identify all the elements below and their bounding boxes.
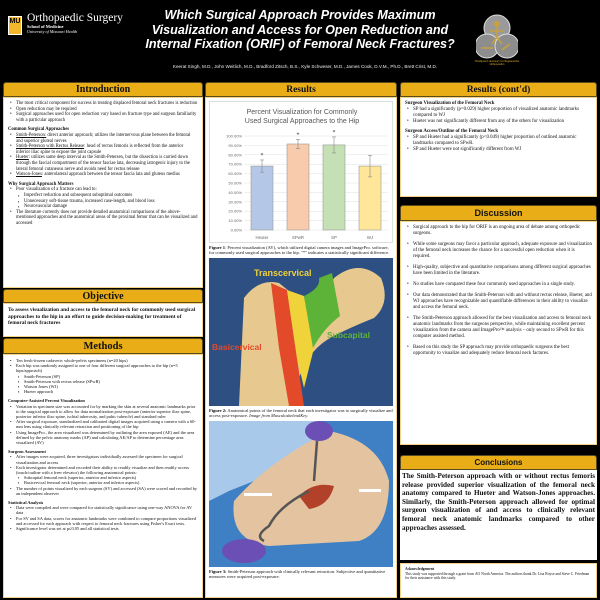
figure-2-caption	[209, 408, 393, 419]
objective-body: To assess visualization and access to the femoral neck for commonly used surgical approaches to the hip in an effort to guide decision-making for treatment of femoral neck fractures	[3, 303, 203, 337]
bar-heuter	[251, 166, 273, 230]
poster-header	[0, 0, 600, 80]
list-item-text: While some surgeons may favor a particular approach, adequate exposure and visualization of the femoral neck increases the chance for a successful open reduction when it is required.	[413, 242, 592, 259]
approach-term: Smith-Peterson with Rectus Release	[16, 144, 85, 150]
list-item	[8, 210, 198, 227]
list-item-text: After images were acquired, three investigators individually assessed the specimen for surgical visualization and access	[16, 454, 183, 465]
list-item-text: Hueter approach	[24, 389, 54, 395]
list-item-text: Based on this study the SP approach may provide orthopaedic surgeons the best opportunity to visualize and adequately reduce femoral neck factures.	[413, 345, 569, 356]
list-item-text: Unnecessary soft-tissue trauma, increased case-length, and blood loss	[24, 198, 155, 204]
list-item	[8, 389, 198, 394]
x-tick-label: SPwR	[292, 235, 304, 240]
x-tick-label: SP	[331, 235, 337, 240]
figure-3-caption	[209, 569, 393, 580]
bullet-list	[405, 135, 592, 153]
list-item-text: The most critical component for success in treating displaced femoral neck fractures is reduction	[16, 101, 198, 106]
label-transcervical: Transcervical	[254, 267, 312, 278]
list-item-text: Hueter was not significantly different from any of the others for visualization	[413, 119, 565, 124]
bullet-list	[8, 133, 198, 178]
x-tick-label: WJ	[366, 235, 374, 240]
label-basicervical: Basicervical	[212, 341, 262, 352]
list-item	[405, 135, 592, 147]
bullet-list	[8, 187, 198, 226]
bullet-list	[8, 505, 198, 531]
list-item-text: Each hip was randomly assigned to one of four different surgical approaches to the hip (n=5 hips/approach)	[16, 363, 178, 374]
y-tick-label: 0.00%	[230, 227, 242, 233]
list-item	[8, 454, 198, 464]
figure-1-label: Figure 1	[209, 245, 226, 250]
acknowledgement-title: Acknowledgement	[405, 567, 435, 571]
section-header-methods: Methods	[3, 338, 203, 354]
chart-title: Percent Visualization for Commonly Used Surgical Approaches to the Hip	[244, 109, 360, 125]
list-item-text: High-quality, subjective and quantitative comparisons among different surgical approaches have been limited in the literature.	[413, 265, 591, 276]
list-item-text: Variation in specimen size was accounted for by marking the skin at several anatomic landmarks prior to the surgical approach to allow for data normalization post-exposure (anterior superior iliac spine, posterior inferior iliac spine, ischial tuberosity, and pubic tubercle) and standard ruler	[16, 403, 196, 420]
y-tick-label: 10.00%	[228, 218, 242, 224]
figure-3-text: Smith-Peterson approach with clinically relevant retraction. Subjective and quantitative measures were acquired post-exposure.	[209, 568, 386, 580]
list-item-text: SP and Hueter had a significantly (p<0.049) higher proportion of outlined anatomic landmarks compared to SPwR.	[413, 135, 577, 146]
subsection-heading: Surgeon Assessment	[8, 449, 46, 455]
subsection-heading: Computer-Assisted Percent Visualization	[8, 398, 85, 404]
list-item	[8, 404, 198, 420]
list-item-text: Significance level was set at p≤0.05 and all statistical tests	[16, 526, 119, 532]
bullet-list	[8, 101, 198, 123]
list-item-text: The number of points visualized by each surgeon (SV) and accessed (SA) were scored and recorded by an independent observer	[16, 485, 198, 496]
label-subcapital: Subcapital	[327, 329, 370, 340]
acknowledgement-text: This study was supported through a grant from AO North America. The authors thank Dr. Lisa Royse and Steve C. Friedman for their assistance with this study.	[405, 571, 590, 581]
acknowledgement-box	[400, 563, 597, 598]
subsection-heading: Surgeon Visualization of the Femoral Neck	[405, 101, 495, 106]
results-contd-body	[400, 97, 597, 197]
list-item-text: For SV and SA data, scores for anatomic landmarks were combined to compare proportions visualized and accessed for each approach with respect to femoral neck fractures using Fisher's Exact tests.	[16, 515, 197, 526]
y-tick-label: 60.00%	[228, 171, 242, 177]
section-header-introduction: Introduction	[3, 82, 203, 97]
y-tick-label: 80.00%	[228, 152, 242, 158]
y-tick-label: 100.00%	[226, 133, 242, 139]
list-item-text: Each investigator determined and recorded their ability to readily visualize and then readily access (touch/outline with a freer elevator) the following anatomical points:	[16, 464, 189, 476]
figure-1-caption	[209, 245, 393, 256]
list-item	[405, 225, 592, 237]
list-item-text: : utilizes same deep interval as the Smith-Petersen, but the dissection is carried down through the fascial compartment of the tensor fasciae lata, decreasing iatrogenic injury to the lateral femoral cutaneous nerve and avoids need for rectus release	[16, 155, 190, 172]
list-item	[8, 172, 198, 178]
bullet-list	[405, 107, 592, 125]
bullet-list	[8, 358, 198, 394]
list-item	[8, 486, 198, 496]
list-item	[405, 316, 592, 340]
list-item-text: The literature currently does not provide detailed anatomical comparisons of the above-mentioned approaches and the anatomical areas of the proximal femur that can be visualized and accessed	[16, 209, 198, 226]
list-item	[8, 516, 198, 526]
list-item	[405, 147, 592, 153]
list-item-text: Imperfect reduction and subsequent suboptimal outcomes	[24, 192, 133, 198]
figure-2-text: Anatomical points of the femoral neck that each investigator was to surgically visualize and access post-exposure.	[209, 407, 393, 419]
list-item-text: Neurovascular damage	[24, 204, 68, 210]
y-tick-label: 90.00%	[228, 142, 242, 148]
bar-spwr	[287, 144, 309, 230]
poster-title: Which Surgical Approach Provides Maximum Visualization and Access for Open Reduction and Internal Fixation (ORIF) of Femoral Neck Fractures?	[145, 8, 455, 51]
list-item-text: direct anterior approach; utilizes the internervous plane between the femoral and superior gluteal nerves	[16, 132, 191, 144]
list-item-text: Using ImagePro., the area visualized was determined by outlining the area exposed (AE) and the area defined by the pelvic anatomy marks (AP) and calculating AE/AP to determine percentage area visualized (AV)	[16, 429, 195, 446]
list-item	[8, 505, 198, 515]
school-name: School of Medicine	[27, 24, 64, 29]
bar-sp	[323, 145, 345, 230]
femoral-neck-image	[209, 258, 393, 406]
list-item	[8, 363, 198, 373]
lab-name: Thompson Laboratory for Regenerative Orthopaedics	[474, 60, 520, 66]
significance-marker: *	[332, 129, 336, 136]
introduction-body	[3, 97, 203, 288]
subsection-heading: Statistical Analysis	[8, 500, 44, 506]
list-item-text: Watson Jones (WJ)	[24, 384, 58, 390]
list-item	[8, 155, 198, 172]
figure-3-label: Figure 3:	[209, 568, 227, 574]
list-item	[8, 465, 198, 475]
list-item-text: Ten fresh-frozen cadaveric whole-pelvis specimens (n=20 hips)	[16, 358, 128, 363]
list-item	[405, 119, 592, 125]
mu-logo: MU	[8, 16, 22, 35]
list-item-text: After surgical exposure, standardized and calibrated digital images acquired using a camera with a 60-mm lens using clinically relevant retraction and positioning of the hip	[16, 419, 196, 430]
significance-marker: *	[296, 132, 300, 139]
subsection-heading: Surgeon Access/Outline of the Femoral Neck	[405, 129, 499, 134]
bullet-list	[8, 454, 198, 496]
percent-visualization-chart	[209, 101, 393, 243]
list-item	[405, 242, 592, 260]
approach-term: Hueter	[16, 155, 29, 161]
list-item	[405, 265, 592, 277]
list-item-text: Poor visualization of a fracture can lead to:	[16, 187, 97, 193]
section-header-objective: Objective	[3, 289, 203, 303]
list-item-text: : head of rectus femoris is reflected from the anterior inferior iliac spine to expose the joint capsule	[16, 144, 184, 155]
results-body	[205, 97, 397, 598]
list-item	[8, 430, 198, 446]
methods-body	[3, 354, 203, 598]
significance-marker: *	[260, 152, 264, 159]
list-item	[8, 526, 198, 531]
list-item	[405, 293, 592, 311]
list-item-text: Smith-Peterson with rectus release (SPwR)	[24, 378, 100, 384]
bullet-list	[405, 225, 592, 357]
list-item-text: Surgical approach to the hip for ORIF is an ongoing area of debate among orthopedic surgeons.	[413, 225, 581, 236]
list-item	[8, 419, 198, 429]
discussion-body	[400, 221, 597, 445]
figure-2-label: Figure 2:	[209, 407, 227, 413]
list-item-text: Data were compiled and were compared for statistically significance using one-way ANOVA for AV data	[16, 505, 192, 516]
list-item	[405, 107, 592, 119]
list-item	[405, 282, 592, 288]
list-item	[8, 144, 198, 155]
subsection-heading: Common Surgical Approaches	[8, 127, 70, 133]
conclusions-body: The Smith-Peterson approach with or without rectus femoris release provided superior visualization of the femoral neck anatomy compared to Hueter and Watson-Jones approaches. Similarly, the Smith-Peterson approach allowed for optimal surgeon visualization of and access to clinically relevant femoral neck anatomic landmarks compared to other approaches assessed.	[400, 470, 597, 560]
list-item-text: Basicervical femoral neck (superior, anterior and inferior aspects)	[24, 480, 140, 486]
list-item	[8, 133, 198, 144]
list-item-text: Subcapital femoral neck (superior, anterior and inferior aspects)	[24, 475, 137, 481]
x-tick-label: Heuter	[255, 235, 269, 240]
list-item	[8, 112, 198, 123]
list-item-text: SP and Hueter were not significantly different from WJ	[413, 147, 522, 152]
university-name: University of Missouri Health	[27, 29, 78, 34]
bullet-list	[8, 404, 198, 446]
section-header-discussion: Discussion	[400, 205, 597, 221]
approach-term: Watson-Jones	[16, 172, 42, 178]
y-tick-label: 30.00%	[228, 199, 242, 205]
list-item-text: Open reduction may be required	[16, 106, 77, 112]
subsection-heading: Why Surgical Approach Matters	[8, 181, 74, 187]
list-item	[405, 345, 592, 357]
section-header-results: Results	[205, 82, 397, 97]
y-tick-label: 20.00%	[228, 208, 242, 214]
y-tick-label: 70.00%	[228, 161, 242, 167]
lab-logo	[476, 14, 518, 62]
section-header-conclusions: Conclusions	[400, 455, 597, 470]
list-item-text: Smith-Peterson (SP)	[24, 373, 60, 379]
figure-2-source: Image from MusculoskeletalKey.	[249, 413, 309, 419]
figure-1-text: : Percent visualization (AV), which utilized digital camera images and ImagePro. software, for commonly used surgical approaches to the hip. "*" indicates a statistically significant difference.	[209, 245, 390, 256]
y-tick-label: 40.00%	[228, 189, 242, 195]
section-header-results-contd: Results (cont'd)	[400, 82, 597, 97]
surgical-exposure-photo	[209, 421, 393, 567]
list-item-text: : anterolateral approach between the tensor fascia lata and gluteus medius	[41, 172, 180, 178]
y-tick-label: 50.00%	[228, 180, 242, 186]
list-item-text: No studies have compared these four commonly used approaches in a single study.	[413, 282, 575, 287]
org-block	[27, 12, 123, 34]
approach-term: Smith-Peterson:	[16, 132, 47, 138]
list-item-text: Surgical approaches used for open reduction vary based on fracture type and surgeon familiarity with a particular approach	[16, 112, 197, 123]
list-item-text: SP had a significantly (p=0.029) higher proportion of visualized anatomic landmarks compared to WJ	[413, 107, 579, 118]
list-item-text: Our data demonstrated that the Smith-Peterson with and without rectus release, Hueter, and WJ approaches have recognizable and quantifiable differences in their ability to visualize and access the femoral neck.	[413, 293, 592, 310]
list-item-text: The Smith-Peterson approach allowed for the best visualization and access to femoral neck anatomic landmarks from the surgeons perspective, while maintaining excellent percent visualization from the camera and ImagePro™ analysis – only second to SPwR for this computer assisted method.	[413, 316, 592, 339]
authors: Keerat Singh, M.D., John Weitlich, M.D., Bradford Zitsch, B.S., Kyle Schweser, M.D., James Cook, D.V.M., Ph.D., Brett Crist, M.D.	[172, 64, 438, 69]
org-name: Orthopaedic Surgery	[27, 12, 123, 24]
